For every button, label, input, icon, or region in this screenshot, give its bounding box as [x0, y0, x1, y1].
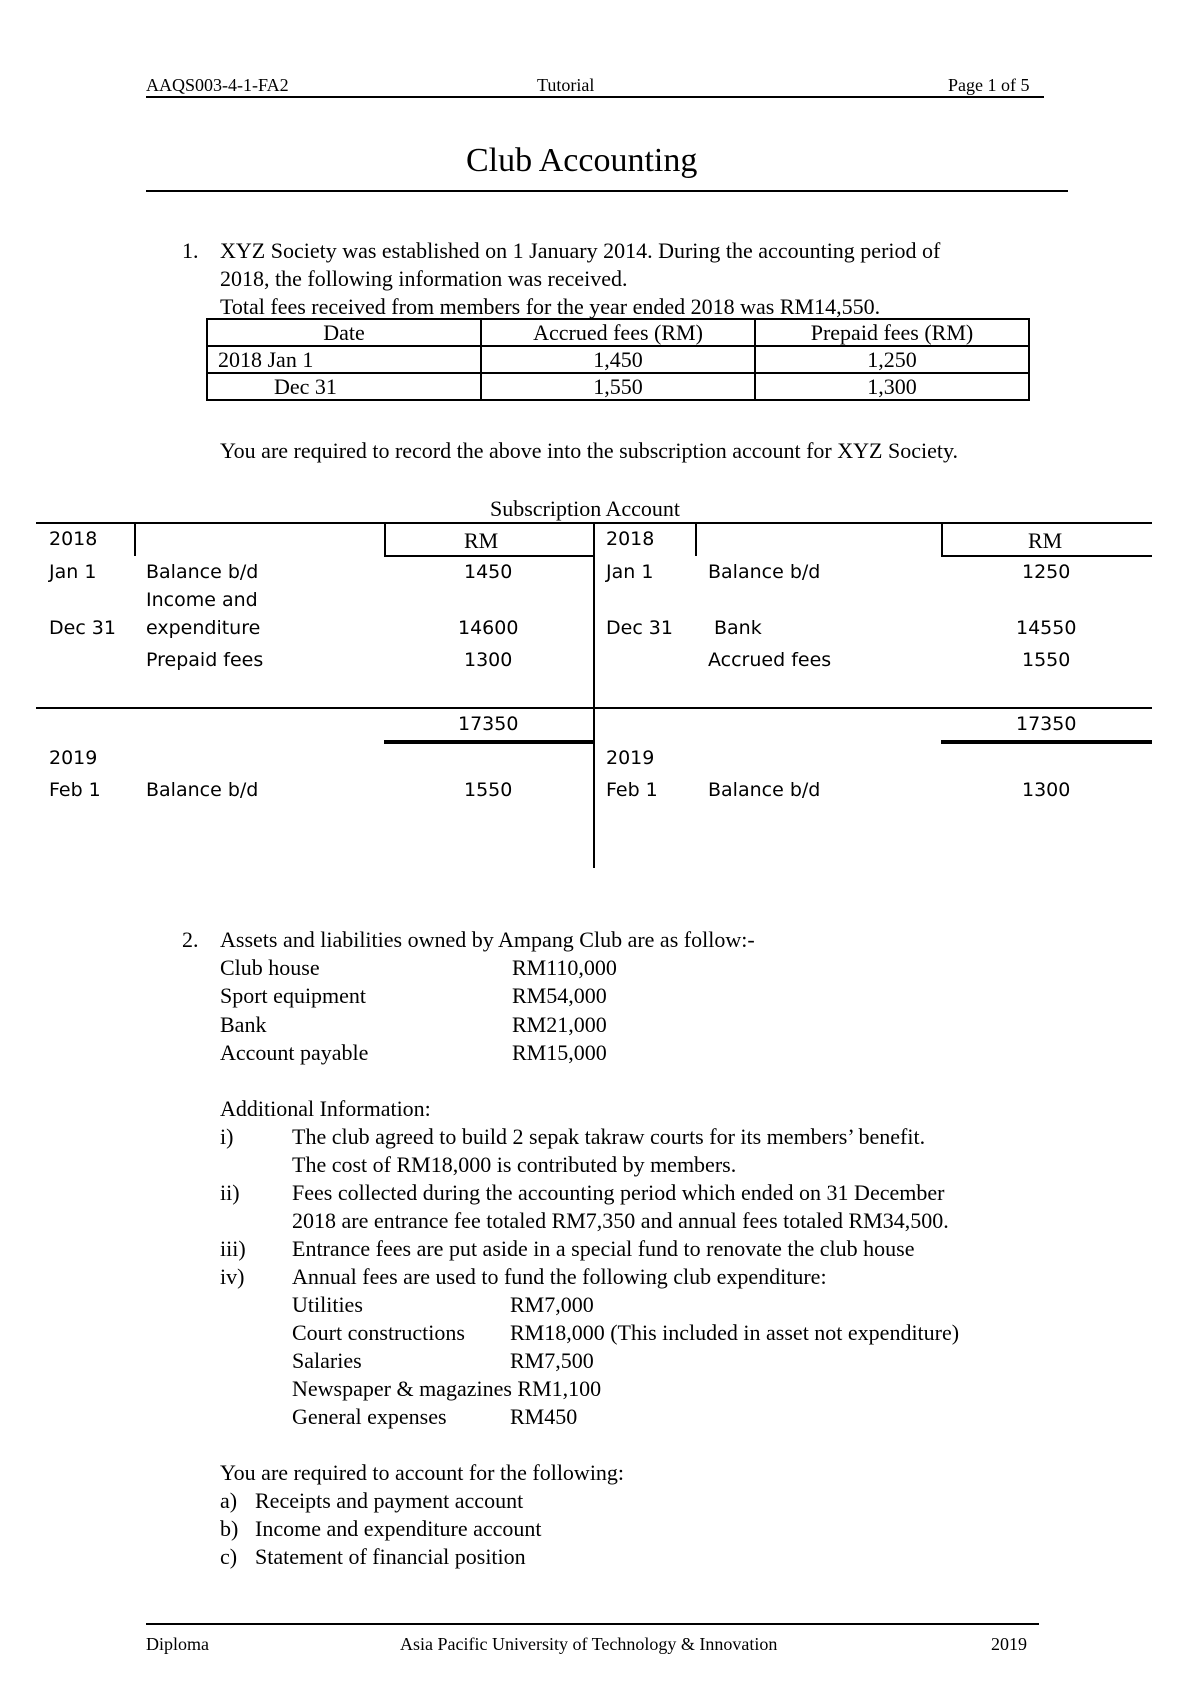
left-r4-date: Feb 1 — [49, 779, 101, 801]
fees-table — [206, 318, 1030, 401]
expense-name: General expenses — [292, 1404, 447, 1429]
left-year-2: 2019 — [49, 747, 98, 769]
right-r4-amount: 1300 — [1022, 779, 1071, 801]
left-r2-desc-1: Income and — [146, 589, 258, 611]
asset-name: Account payable — [220, 1040, 369, 1065]
item-line: Annual fees are used to fund the following club expenditure: — [292, 1264, 827, 1289]
expense-value: RM7,000 — [510, 1292, 594, 1317]
left-r4-desc: Balance b/d — [146, 779, 259, 801]
table-cell-prepaid: 1,250 — [755, 346, 1029, 373]
asset-name: Club house — [220, 955, 320, 980]
expense-name: Newspaper & magazines RM1,100 — [292, 1376, 602, 1401]
asset-name: Bank — [220, 1012, 267, 1037]
account-center-line — [593, 522, 595, 868]
right-r2-amount: 14550 — [1016, 617, 1077, 639]
q2-required: You are required to account for the following: — [220, 1460, 625, 1485]
left-rm-label: RM — [464, 528, 499, 553]
task-text: Receipts and payment account — [255, 1488, 524, 1513]
left-r1-desc: Balance b/d — [146, 561, 259, 583]
right-rm-divider — [941, 522, 943, 556]
right-r4-desc: Balance b/d — [708, 779, 821, 801]
table-cell-accrued: 1,450 — [481, 346, 755, 373]
asset-value: RM54,000 — [512, 983, 607, 1008]
task-text: Income and expenditure account — [255, 1516, 542, 1541]
additional-info-title: Additional Information: — [220, 1096, 431, 1121]
right-year: 2018 — [606, 528, 655, 550]
table-row — [207, 346, 1029, 373]
left-r4-amount: 1550 — [464, 779, 513, 801]
item-number: iii) — [220, 1236, 246, 1261]
left-date-divider — [134, 522, 136, 556]
col-header-prepaid: Prepaid fees (RM) — [755, 319, 1029, 346]
right-r1-amount: 1250 — [1022, 561, 1071, 583]
asset-name: Sport equipment — [220, 983, 367, 1008]
q2-number: 2. — [182, 927, 199, 952]
q1-line2: 2018, the following information was received. — [220, 266, 628, 291]
left-r1-amount: 1450 — [464, 561, 513, 583]
right-year-2: 2019 — [606, 747, 655, 769]
left-rm-divider — [384, 522, 386, 556]
right-total: 17350 — [1016, 713, 1077, 735]
item-line: 2018 are entrance fee totaled RM7,350 and annual fees totaled RM34,500. — [292, 1208, 949, 1233]
right-r1-date: Jan 1 — [606, 561, 654, 583]
task-letter: b) — [220, 1516, 239, 1541]
right-r1-desc: Balance b/d — [708, 561, 821, 583]
account-title: Subscription Account — [490, 496, 681, 521]
expense-value: RM450 — [510, 1404, 578, 1429]
task-letter: c) — [220, 1544, 238, 1569]
right-date-divider — [695, 522, 697, 556]
left-r3-desc: Prepaid fees — [146, 649, 264, 671]
q2-intro: Assets and liabilities owned by Ampang Club are as follow:- — [220, 927, 755, 952]
item-line: Entrance fees are put aside in a special fund to renovate the club house — [292, 1236, 915, 1261]
asset-value: RM21,000 — [512, 1012, 607, 1037]
table-row — [207, 373, 1029, 400]
left-r2-date: Dec 31 — [49, 617, 116, 639]
right-r3-desc: Accrued fees — [708, 649, 832, 671]
table-cell-date: 2018 Jan 1 — [207, 346, 481, 373]
right-total-rule — [595, 707, 1152, 709]
item-line: The club agreed to build 2 sepak takraw courts for its members’ benefit. — [292, 1124, 926, 1149]
course-code: AAQS003-4-1-FA2 — [146, 75, 289, 95]
item-number: ii) — [220, 1180, 240, 1205]
doc-type: Tutorial — [537, 75, 595, 95]
asset-value: RM110,000 — [512, 955, 617, 980]
col-header-date: Date — [207, 319, 481, 346]
item-number: i) — [220, 1124, 234, 1149]
q1-required: You are required to record the above into the subscription account for XYZ Society. — [220, 438, 959, 463]
left-rm-underline — [384, 555, 593, 557]
table-cell-date: Dec 31 — [207, 373, 481, 400]
right-double-rule — [941, 740, 1152, 744]
right-rm-label: RM — [1028, 528, 1063, 553]
right-rm-underline — [941, 555, 1152, 557]
asset-value: RM15,000 — [512, 1040, 607, 1065]
footer-rule — [146, 1623, 1039, 1625]
task-text: Statement of financial position — [255, 1544, 526, 1569]
table-header-row — [207, 319, 1029, 346]
q1-line3: Total fees received from members for the year ended 2018 was RM14,550. — [220, 294, 881, 319]
left-total-rule — [36, 707, 593, 709]
expense-name: Court constructions — [292, 1320, 465, 1345]
expense-value: RM18,000 (This included in asset not expenditure) — [510, 1320, 960, 1345]
left-year: 2018 — [49, 528, 98, 550]
page-number: Page 1 of 5 — [948, 75, 1030, 95]
header-rule — [146, 96, 1044, 98]
left-r3-amount: 1300 — [464, 649, 513, 671]
footer-left: Diploma — [146, 1634, 209, 1654]
table-cell-accrued: 1,550 — [481, 373, 755, 400]
item-number: iv) — [220, 1264, 245, 1289]
item-line: The cost of RM18,000 is contributed by members. — [292, 1152, 737, 1177]
item-line: Fees collected during the accounting period which ended on 31 December — [292, 1180, 945, 1205]
expense-name: Salaries — [292, 1348, 362, 1373]
footer-year: 2019 — [991, 1634, 1027, 1654]
left-r2-desc-2: expenditure — [146, 617, 261, 639]
page-title: Club Accounting — [466, 142, 698, 179]
footer-institution: Asia Pacific University of Technology & Innovation — [400, 1634, 778, 1654]
table-cell-prepaid: 1,300 — [755, 373, 1029, 400]
task-letter: a) — [220, 1488, 238, 1513]
title-rule — [146, 190, 1068, 192]
left-r2-amount: 14600 — [458, 617, 519, 639]
right-r3-amount: 1550 — [1022, 649, 1071, 671]
right-r4-date: Feb 1 — [606, 779, 658, 801]
left-r1-date: Jan 1 — [49, 561, 97, 583]
q1-line1: XYZ Society was established on 1 January 2014. During the accounting period of — [220, 238, 941, 263]
expense-value: RM7,500 — [510, 1348, 594, 1373]
col-header-accrued: Accrued fees (RM) — [481, 319, 755, 346]
right-r2-desc: Bank — [714, 617, 762, 639]
expense-name: Utilities — [292, 1292, 363, 1317]
left-double-rule — [384, 740, 593, 744]
right-r2-date: Dec 31 — [606, 617, 673, 639]
q1-number: 1. — [182, 238, 199, 263]
left-total: 17350 — [458, 713, 519, 735]
